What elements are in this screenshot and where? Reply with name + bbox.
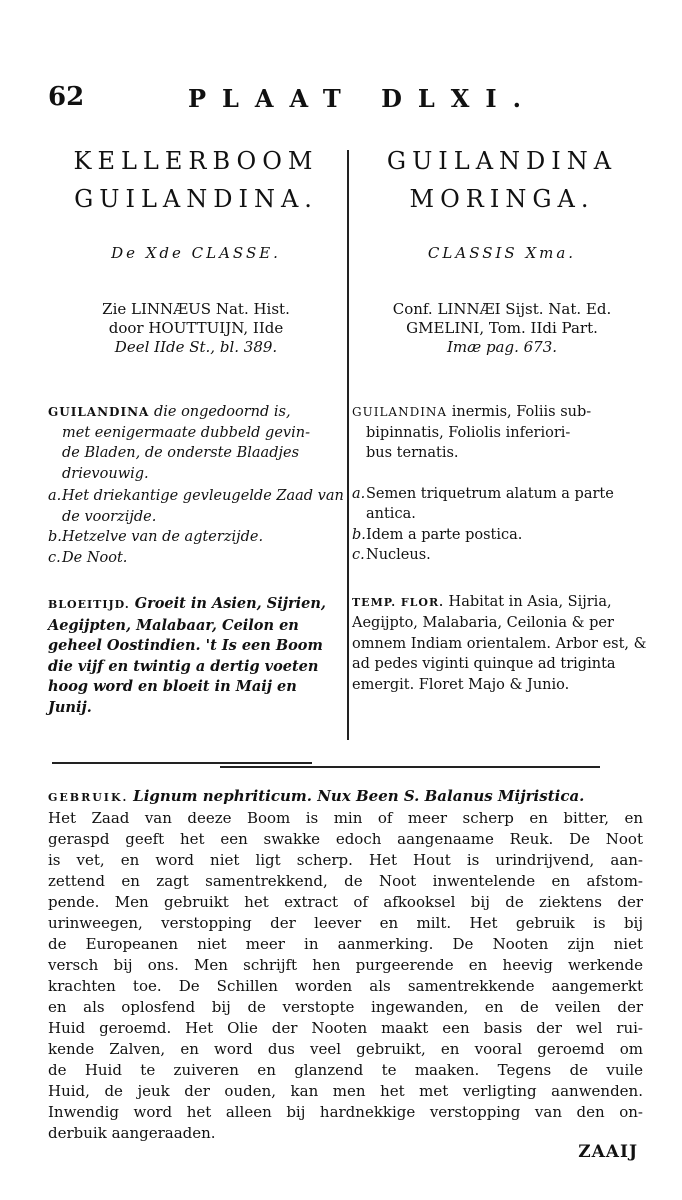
usage-line: zettend en zagt samentrekkend, de Noot inwentelende en afstom- <box>48 872 643 890</box>
flowering-text: Groeit in Asien, Sijrien, Aegijpten, Malabaar, Ceilon en geheel Oostindien. 't Is een Boom die vijf en twintig a dertig voeten hoog word en bloeit in Maij en Junij. <box>48 595 326 716</box>
usage-line: derbuik aangeraaden. <box>48 1124 216 1142</box>
latin-column <box>352 142 652 695</box>
usage-line: krachten toe. De Schillen worden als samentrekkende aangemerkt <box>48 977 643 995</box>
legend-label: a. <box>352 485 366 502</box>
latin-reference-line: Imæ pag. 673. <box>446 338 558 356</box>
legend-text: Hetzelve van de agterzijde. <box>62 529 264 545</box>
plate-title: PLAAT DLXI. <box>188 84 537 113</box>
dutch-reference <box>48 300 344 364</box>
legend-item <box>48 527 344 548</box>
usage-heading: GEBRUIK. <box>48 791 129 804</box>
dutch-common-name: KELLERBOOM <box>73 147 319 175</box>
usage-line: geraspd geeft het een swakke edoch aangenaame Reuk. De Noot <box>48 830 643 848</box>
legend-item <box>48 548 344 569</box>
latin-description <box>352 402 652 464</box>
latin-species-name: MORINGA. <box>409 185 595 213</box>
dutch-class: De Xde CLASSE. <box>111 244 281 262</box>
legend-label: c. <box>48 549 61 566</box>
legend-text: Idem a parte postica. <box>366 526 523 543</box>
legend-item <box>352 525 652 546</box>
latin-reference-line: Conf. LINNÆI Sijst. Nat. Ed. <box>392 300 612 318</box>
latin-desc-genus: GUILANDINA <box>352 405 448 419</box>
latin-genus-name: GUILANDINA <box>386 147 618 175</box>
legend-text: Nucleus. <box>366 547 431 563</box>
flowering-text: Habitat in Asia, Sijria, Aegijpto, Malabaria, Ceilonia & per omnem Indiam orientalem. Arbor est, & ad pedes viginti quinque ad triginta emergit. Floret Majo & Junio. <box>352 593 647 693</box>
legend-label: a. <box>48 488 62 504</box>
dutch-reference-line: Zie LINNÆUS Nat. Hist. <box>102 300 290 318</box>
dutch-reference-line: Deel IIde St., bl. 389. <box>114 338 278 356</box>
section-rule <box>220 766 600 768</box>
usage-line: Huid, de jeuk der ouden, kan men het met verligting aanwenden. <box>48 1082 643 1100</box>
usage-line: pende. Men gebruikt het extract of afkooksel bij de ziektens der <box>48 893 643 911</box>
latin-figure-legend <box>352 484 652 566</box>
catchword: ZAAIJ <box>578 1142 638 1162</box>
latin-class: CLASSIS Xma. <box>427 244 577 262</box>
latin-desc-text: inermis, Foliis sub- <box>447 404 592 420</box>
flowering-heading: BLOEITIJD. <box>48 598 130 611</box>
dutch-description <box>48 402 344 484</box>
dutch-desc-text: de Bladen, de onderste Blaadjes <box>62 445 300 461</box>
legend-item <box>352 484 652 525</box>
legend-text: Semen triquetrum alatum a parte antica. <box>366 485 614 522</box>
page-header <box>48 82 648 118</box>
latin-desc-text: bus ternatis. <box>366 445 459 461</box>
dutch-reference-line: door HOUTTUIJN, IIde <box>108 319 284 337</box>
dutch-column <box>48 142 344 718</box>
usage-drug-names: Lignum nephriticum. Nux Been S. Balanus Mijristica. <box>133 787 585 805</box>
legend-item <box>48 486 344 527</box>
legend-label: b. <box>48 529 62 545</box>
usage-line: Het Zaad van deeze Boom is min of meer scherp en bitter, en <box>48 809 643 827</box>
dutch-flowering-time <box>48 594 344 718</box>
dutch-figure-legend <box>48 486 344 568</box>
latin-desc-text: bipinnatis, Foliolis inferiori- <box>366 424 571 441</box>
usage-line: en als oplosfend bij de verstopte ingewanden, en de veilen der <box>48 998 643 1016</box>
usage-line: kende Zalven, en word dus veel gebruikt, en vooral geroemd om <box>48 1040 643 1058</box>
usage-line: de Huid te zuiveren en glanzend te maaken. Tegens de vuile <box>48 1061 643 1079</box>
latin-reference <box>352 300 652 364</box>
dutch-desc-text: drievouwig. <box>62 465 149 482</box>
usage-line: Huid geroemd. Het Olie der Nooten maakt een basis der wel rui- <box>48 1019 643 1037</box>
page-number: 62 <box>48 82 85 112</box>
dutch-desc-text: met eenigermaate dubbeld gevin- <box>62 424 310 441</box>
legend-item <box>352 545 652 566</box>
legend-label: b. <box>352 526 366 543</box>
usage-line: versch bij ons. Men schrijft hen purgeerende en heevig werkende <box>48 956 643 974</box>
dutch-desc-genus: GUILANDINA <box>48 405 150 419</box>
usage-line: is vet, en word niet ligt scherp. Het Hout is urindrijvend, aan- <box>48 851 643 869</box>
legend-label: c. <box>352 547 365 563</box>
usage-line: Inwendig word het alleen bij hardnekkige verstopping van den on- <box>48 1103 643 1121</box>
legend-text: Het driekantige gevleugelde Zaad van de voorzijde. <box>62 488 344 525</box>
usage-section <box>48 786 643 1144</box>
latin-reference-line: GMELINI, Tom. IIdi Part. <box>406 319 598 337</box>
flowering-heading: TEMP. FLOR. <box>352 595 444 609</box>
usage-heading-line <box>48 786 643 808</box>
usage-line: urinweegen, verstopping der leever en milt. Het gebruik is bij <box>48 914 643 932</box>
dutch-genus-name: GUILANDINA. <box>74 185 318 213</box>
dutch-desc-text: die ongedoornd is, <box>149 404 291 420</box>
section-rule <box>52 762 312 764</box>
column-divider <box>347 150 349 740</box>
latin-flowering-time <box>352 592 652 696</box>
legend-text: De Noot. <box>62 549 128 566</box>
usage-line: de Europeanen niet meer in aanmerking. De Nooten zijn niet <box>48 935 643 953</box>
